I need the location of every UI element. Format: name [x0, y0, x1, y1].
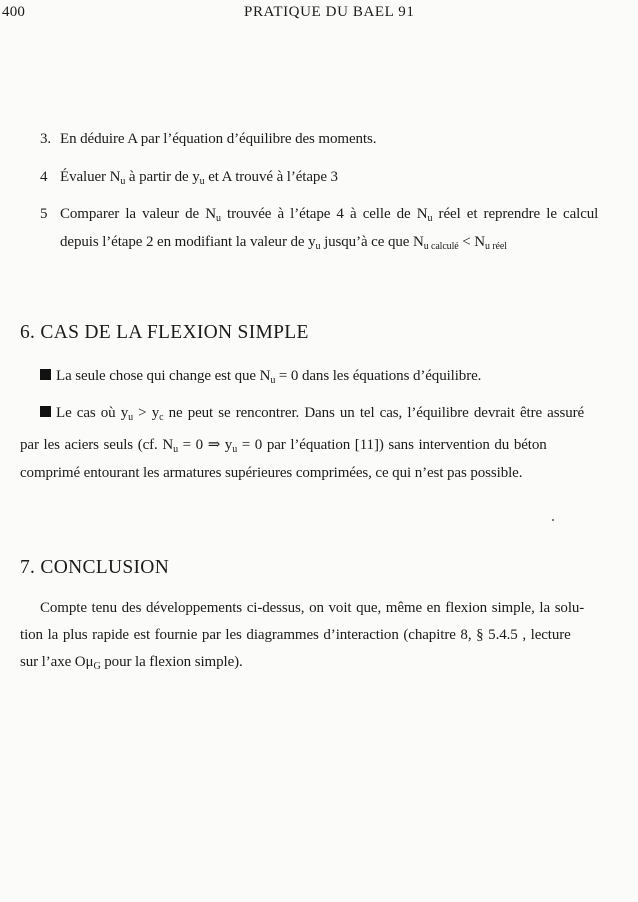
section-6-heading: 6. CAS DE LA FLEXION SIMPLE	[20, 322, 309, 343]
page-number: 400	[2, 4, 26, 20]
section-6-bullet-1: La seule chose qui change est que $N_u = 0$ dans les équations d’équilibre.	[40, 368, 481, 385]
step-4	[40, 162, 620, 192]
section-7-heading: 7. CONCLUSION	[20, 557, 170, 578]
step-number: 5	[40, 206, 48, 222]
conclusion-line-3: sur l’axe $O\mu_G$ pour la flexion simple).	[20, 654, 243, 672]
speck	[552, 519, 554, 521]
square-bullet-icon	[40, 369, 51, 380]
step-text-line-1: Comparer la valeur de $N_u$ trouvée à l’étape 4 à celle de $N_u$ réel et reprendre le calcul	[60, 206, 599, 224]
step-text: Évaluer $N_u$ à partir de $y_u$ et A trouvé à l’étape 3	[60, 169, 338, 187]
conclusion-line-2: tion la plus rapide est fournie par les diagrammes d’interaction (chapitre 8, § 5.4.5 , lecture	[20, 627, 571, 643]
section-6-bullet-2-line-1: Le cas où $y_u > y_c$ ne peut se rencontrer. Dans un tel cas, l’équilibre devrait être assuré	[40, 405, 584, 422]
step-3	[40, 124, 620, 154]
step-text-line-2: depuis l’étape 2 en modifiant la valeur de $y_u$ jusqu’à ce que $N_{u calculé} < N_{u réel}$	[60, 234, 507, 252]
step-text: En déduire A par l’équation d’équilibre des moments.	[60, 131, 377, 147]
step-5	[40, 199, 630, 259]
conclusion-line-1: Compte tenu des développements ci-dessus, on voit que, même en flexion simple, la solu-	[40, 600, 585, 616]
step-number: 3.	[40, 131, 52, 147]
section-6-bullet-2-line-2: par les aciers seuls (cf. $N_u = 0$ ⇒ $y_u = 0$ par l’équation [11]) sans intervention du béton	[20, 437, 547, 455]
step-number: 4	[40, 169, 48, 185]
square-bullet-icon	[40, 406, 51, 417]
section-6-bullet-2-line-3: comprimé entourant les armatures supérieures comprimées, ce qui n’est pas possible.	[20, 465, 523, 481]
running-title: PRATIQUE DU BAEL 91	[244, 4, 415, 20]
